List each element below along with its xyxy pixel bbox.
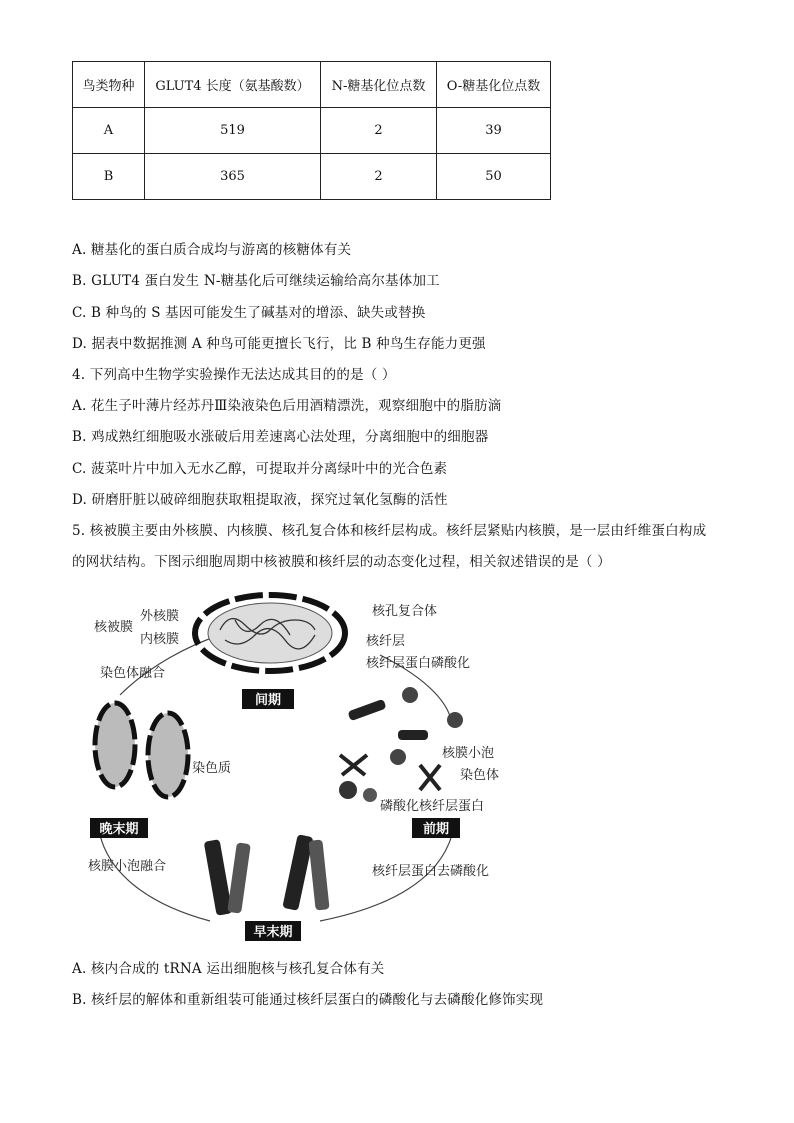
question-5-line1: 5. 核被膜主要由外核膜、内核膜、核孔复合体和核纤层构成。核纤层紧贴内核膜，是一层由纤维蛋白构成 — [72, 523, 707, 539]
svg-text:晚末期: 晚末期 — [99, 822, 139, 837]
vesicle-fusion-label: 核膜小泡融合 — [88, 859, 167, 874]
table-header-row — [73, 62, 551, 108]
table-header-cell: O-糖基化位点数 — [437, 62, 551, 108]
table-cell: A — [73, 108, 145, 154]
table-header-cell: GLUT4 长度（氨基酸数） — [145, 62, 321, 108]
late-telophase-nuclei — [95, 703, 188, 797]
svg-text:早末期: 早末期 — [253, 925, 293, 940]
dephosphorylation-label: 核纤层蛋白去磷酸化 — [372, 864, 490, 879]
nuclear-pore-label: 核孔复合体 — [372, 604, 438, 619]
vesicle-label: 核膜小泡 — [442, 746, 495, 761]
chromosome-fusion-label: 染色体融合 — [100, 666, 166, 681]
chromosome-label: 染色体 — [460, 768, 500, 783]
inner-membrane-label: 内核膜 — [140, 632, 180, 647]
cell-cycle-diagram — [80, 585, 520, 945]
table-header-cell: N-糖基化位点数 — [321, 62, 437, 108]
table-cell: 50 — [437, 154, 551, 200]
table-cell: 2 — [321, 108, 437, 154]
glycosylation-table — [72, 61, 551, 200]
option-c-q4: C. 菠菜叶片中加入无水乙醇，可提取并分离绿叶中的光合色素 — [72, 461, 448, 477]
prophase-label — [412, 818, 460, 838]
late-telophase-label — [90, 818, 148, 838]
svg-text:前期: 前期 — [422, 822, 450, 837]
table-header-cell: 鸟类物种 — [73, 62, 145, 108]
option-d-q3: D. 据表中数据推测 A 种鸟可能更擅长飞行，比 B 种鸟生存能力更强 — [72, 336, 486, 352]
table-cell: 39 — [437, 108, 551, 154]
outer-membrane-label: 外核膜 — [140, 609, 180, 624]
phosphorylated-lamin-label: 磷酸化核纤层蛋白 — [380, 799, 485, 814]
lamina-phosphorylation-label: 核纤层蛋白磷酸化 — [366, 656, 471, 671]
chromatin-label: 染色质 — [192, 761, 232, 776]
nuclear-envelope-label: 核被膜 — [94, 620, 134, 635]
interphase-label — [242, 689, 294, 709]
table-cell: 519 — [145, 108, 321, 154]
table-cell: 365 — [145, 154, 321, 200]
early-telophase-label — [245, 921, 301, 941]
svg-text:间期: 间期 — [254, 693, 282, 708]
option-a-q5: A. 核内合成的 tRNA 运出细胞核与核孔复合体有关 — [72, 961, 385, 977]
table-cell: B — [73, 154, 145, 200]
table-row — [73, 154, 551, 200]
table-cell: 2 — [321, 154, 437, 200]
option-b-q4: B. 鸡成熟红细胞吸水涨破后用差速离心法处理，分离细胞中的细胞器 — [72, 429, 489, 445]
option-b-q3: B. GLUT4 蛋白发生 N-糖基化后可继续运输给高尔基体加工 — [72, 273, 440, 289]
option-d-q4: D. 研磨肝脏以破碎细胞获取粗提取液，探究过氧化氢酶的活性 — [72, 492, 448, 508]
option-c-q3: C. B 种鸟的 S 基因可能发生了碱基对的增添、缺失或替换 — [72, 305, 426, 321]
option-a-q3: A. 糖基化的蛋白质合成均与游离的核糖体有关 — [72, 242, 352, 258]
question-5-line2: 的网状结构。下图示细胞周期中核被膜和核纤层的动态变化过程，相关叙述错误的是（ ） — [72, 554, 611, 570]
option-a-q4: A. 花生子叶薄片经苏丹Ⅲ染液染色后用酒精漂洗，观察细胞中的脂肪滴 — [72, 398, 502, 414]
nuclear-lamina-label: 核纤层 — [366, 634, 406, 649]
option-b-q5: B. 核纤层的解体和重新组装可能通过核纤层蛋白的磷酸化与去磷酸化修饰实现 — [72, 992, 544, 1008]
question-4: 4. 下列高中生物学实验操作无法达成其目的的是（ ） — [72, 367, 396, 383]
table-row — [73, 108, 551, 154]
interphase-nucleus — [195, 595, 345, 671]
early-telophase-chromosomes — [204, 834, 330, 916]
